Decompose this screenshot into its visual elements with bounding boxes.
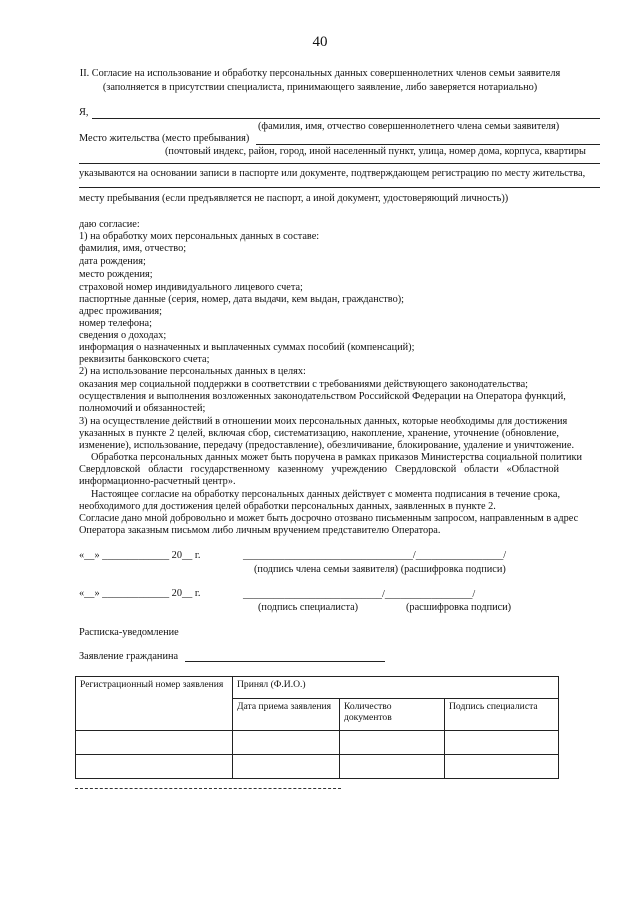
table-cell[interactable] <box>76 755 233 779</box>
address-line-2[interactable] <box>79 163 600 164</box>
table-cell[interactable] <box>445 755 559 779</box>
consent-item: дата рождения; <box>79 256 146 267</box>
consent-item: адрес проживания; <box>79 306 163 317</box>
section-title: II. Согласие на использование и обработку персональных данных совершеннолетних членов семьи заявителя <box>79 68 561 79</box>
consent-intro: даю согласие: <box>79 219 140 230</box>
table-cell[interactable] <box>445 731 559 755</box>
consent-item: паспортные данные (серия, номер, дата выдачи, кем выдан, гражданство); <box>79 294 405 305</box>
consent-p5-cont: необходимого для достижения целей обработки персональных данных, заявленных в пункте 2. <box>79 501 496 512</box>
consent-p3-cont: изменение), использование, передачу (предоставление), обезличивание, блокирование, удаление и уничтожение. <box>79 440 575 451</box>
registration-table <box>75 676 559 779</box>
consent-p6: Согласие дано мной добровольно и может быть досрочно отозвано письменным запросом, направленным в адрес <box>79 513 579 524</box>
consent-p2-item2: осуществления и выполнения возложенных законодательством Российской Федерации на Оператора функций, <box>79 391 566 402</box>
signature-caption-2b: (расшифровка подписи) <box>406 602 512 613</box>
table-header-signature: Подпись специалиста <box>445 699 559 731</box>
address-caption-2: указываются на основании записи в паспорте или документе, подтверждающем регистрацию по месту жительства, <box>79 168 586 179</box>
residence-line[interactable] <box>256 144 600 145</box>
consent-p2: 2) на использование персональных данных в целях: <box>79 366 306 377</box>
consent-p2-item2-cont: полномочий и обязанностей; <box>79 403 206 414</box>
consent-item: сведения о доходах; <box>79 330 167 341</box>
application-label: Заявление гражданина <box>79 651 179 662</box>
table-header-accepted: Принял (Ф.И.О.) <box>233 677 559 699</box>
address-caption-3: месту пребывания (если предъявляется не паспорт, а иной документ, удостоверяющий личность)) <box>79 193 509 204</box>
address-caption: (почтовый индекс, район, город, иной населенный пункт, улица, номер дома, корпуса, квартиры <box>165 146 586 157</box>
signature-line-2[interactable]: ___________________________/_________________/ <box>243 589 476 600</box>
table-cell[interactable] <box>340 755 445 779</box>
receipt-title: Расписка-уведомление <box>79 627 179 638</box>
date-field-1[interactable]: «__» _____________ 20__ г. <box>79 550 201 561</box>
table-header-count: Количество документов <box>340 699 445 731</box>
signature-caption-2a: (подпись специалиста) <box>258 602 359 613</box>
cut-line <box>75 788 341 789</box>
consent-p3-cont: указанных в пункте 2 целей, включая сбор, систематизацию, накопление, хранение, уточнение (обновление, <box>79 428 559 439</box>
fio-caption: (фамилия, имя, отчество совершеннолетнего члена семьи заявителя) <box>258 121 560 132</box>
consent-item: место рождения; <box>79 269 153 280</box>
table-header-date: Дата приема заявления <box>233 699 340 731</box>
page-number: 40 <box>312 34 328 50</box>
section-subtitle: (заполняется в присутствии специалиста, принимающего заявление, либо заверяется нотариально) <box>102 82 538 93</box>
ya-label: Я, <box>79 107 89 118</box>
consent-p3: 3) на осуществление действий в отношении моих персональных данных, которые необходимы для достижения <box>79 416 568 427</box>
consent-p1: 1) на обработку моих персональных данных в составе: <box>79 231 320 242</box>
consent-p6-cont: Оператора заказным письмом либо личным вручением представителю Оператора. <box>79 525 441 536</box>
consent-p2-item1: оказания мер социальной поддержки в соответствии с требованиями действующего законодательства; <box>79 379 529 390</box>
consent-p4-cont: Свердловской области государственному казенному учреждению Свердловской области «Областной <box>79 464 559 475</box>
consent-item: страховой номер индивидуального лицевого счета; <box>79 282 303 293</box>
consent-item: информация о назначенных и выплаченных суммах пособий (компенсаций); <box>79 342 415 353</box>
address-line-3[interactable] <box>79 187 600 188</box>
application-line[interactable] <box>185 661 385 662</box>
consent-item: реквизиты банковского счета; <box>79 354 210 365</box>
consent-item: номер телефона; <box>79 318 152 329</box>
fio-line[interactable] <box>92 118 600 119</box>
table-cell[interactable] <box>233 755 340 779</box>
signature-line-1[interactable]: _________________________________/_________________/ <box>243 550 507 561</box>
table-cell[interactable] <box>76 731 233 755</box>
table-cell[interactable] <box>340 731 445 755</box>
consent-item: фамилия, имя, отчество; <box>79 243 187 254</box>
signature-caption-1: (подпись члена семьи заявителя) (расшифровка подписи) <box>254 564 506 575</box>
residence-label: Место жительства (место пребывания) <box>79 133 250 144</box>
consent-p4: Обработка персональных данных может быть поручена в рамках приказов Министерства социальной политики <box>91 452 582 463</box>
table-header-reg-number: Регистрационный номер заявления <box>76 677 233 731</box>
consent-p4-cont: информационно-расчетный центр». <box>79 476 236 487</box>
table-cell[interactable] <box>233 731 340 755</box>
consent-p5: Настоящее согласие на обработку персональных данных действует с момента подписания в течение срока, <box>91 489 561 500</box>
date-field-2[interactable]: «__» _____________ 20__ г. <box>79 588 201 599</box>
